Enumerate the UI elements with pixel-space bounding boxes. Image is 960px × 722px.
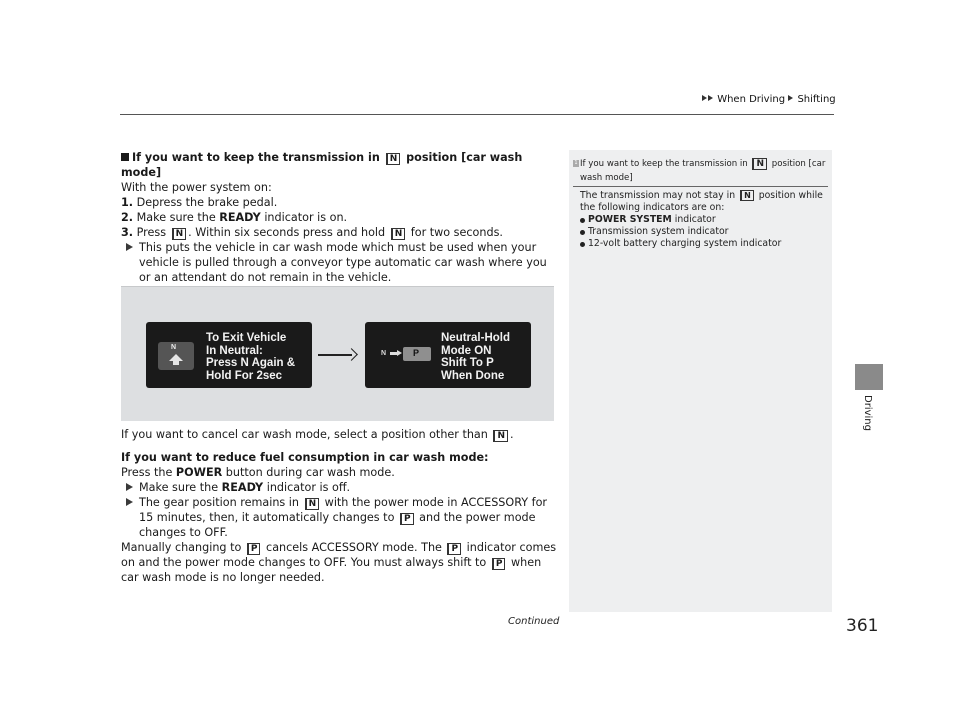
fuel-line: Press the POWER button during car wash mode. xyxy=(121,466,395,479)
header-divider xyxy=(120,114,834,115)
breadcrumb-arrow-icon xyxy=(708,95,713,101)
gear-p-icon: P xyxy=(403,347,431,361)
breadcrumb-item-when-driving[interactable]: When Driving xyxy=(717,94,786,105)
key-p-icon: P xyxy=(447,543,461,555)
bullet-triangle-icon xyxy=(126,483,133,491)
list-item: Transmission system indicator xyxy=(580,226,828,238)
arrow-up-icon xyxy=(169,354,183,361)
key-n-icon: N xyxy=(386,153,401,165)
continued-label: Continued xyxy=(508,616,560,627)
page-number: 361 xyxy=(846,616,879,636)
main-content xyxy=(121,150,561,285)
display-neutral-hold xyxy=(365,322,531,388)
intro-text: With the power system on: xyxy=(121,181,272,194)
side-note-title: If you want to keep the transmission in N position [car wash mode] xyxy=(580,159,826,183)
display-exit-neutral-text: To Exit Vehicle In Neutral: Press N Again & Hold For 2sec xyxy=(206,332,296,382)
bullet-triangle-icon xyxy=(126,498,133,506)
list-item: POWER SYSTEM indicator xyxy=(580,214,828,226)
key-p-icon: P xyxy=(492,558,506,570)
display-neutral-hold-text: Neutral-Hold Mode ON Shift To P When Done xyxy=(441,332,510,382)
heading-square-icon xyxy=(121,153,129,161)
section-heading: If you want to keep the transmission in N position [car wash mode] xyxy=(121,151,523,179)
key-n-icon: N xyxy=(172,228,187,240)
display-exit-neutral xyxy=(146,322,312,388)
key-p-icon: P xyxy=(247,543,261,555)
fuel-note-1: Make sure the READY indicator is off. xyxy=(121,480,561,495)
step-3: 3. Press N . Within six seconds press and hold N for two seconds. xyxy=(121,226,503,239)
step-2: 2. Make sure the READY indicator is on. xyxy=(121,211,348,224)
display-illustration xyxy=(121,286,554,421)
key-n-icon: N xyxy=(391,228,406,240)
breadcrumb-arrow-icon xyxy=(788,95,793,101)
side-note-body xyxy=(580,190,828,250)
cancel-text: If you want to cancel car wash mode, select a position other than N . xyxy=(121,428,514,441)
breadcrumb xyxy=(702,94,836,105)
key-n-icon: N xyxy=(740,190,754,201)
section-tab-label: Driving xyxy=(862,395,873,431)
breadcrumb-item-shifting[interactable]: Shifting xyxy=(797,94,836,105)
fuel-note-2: The gear position remains in N with the power mode in ACCESSORY for 15 minutes, then, it automatically changes to P and the power mode changes to OFF. xyxy=(121,495,561,540)
list-item: 12-volt battery charging system indicator xyxy=(580,238,828,250)
main-content-lower xyxy=(121,427,561,585)
key-p-icon: P xyxy=(400,513,414,525)
note-reference-icon: 1 xyxy=(574,160,578,166)
breadcrumb-arrow-icon xyxy=(702,95,707,101)
bullet-triangle-icon xyxy=(126,243,133,251)
step-1: 1. Depress the brake pedal. xyxy=(121,196,278,209)
fuel-final: Manually changing to P cancels ACCESSORY mode. The P indicator comes on and the power mode changes to OFF. You must always shift to P when car wash mode is no longer needed. xyxy=(121,541,557,584)
section-tab-marker xyxy=(855,364,883,390)
side-note-divider xyxy=(573,186,828,187)
key-n-icon: N xyxy=(305,498,320,510)
side-note-text: The transmission may not stay in N position while the following indicators are on: xyxy=(580,190,823,213)
key-n-icon: N xyxy=(493,430,508,442)
gear-n-label: N xyxy=(381,350,387,357)
fuel-heading: If you want to reduce fuel consumption in car wash mode: xyxy=(121,451,489,464)
shift-button-icon: N xyxy=(158,342,194,370)
key-n-icon: N xyxy=(752,158,767,170)
side-note xyxy=(569,150,832,612)
step-3-note: This puts the vehicle in car wash mode which must be used when your vehicle is pulled through a conveyor type automatic car wash where you or an attendant do not remain in the vehicle. xyxy=(121,240,561,285)
